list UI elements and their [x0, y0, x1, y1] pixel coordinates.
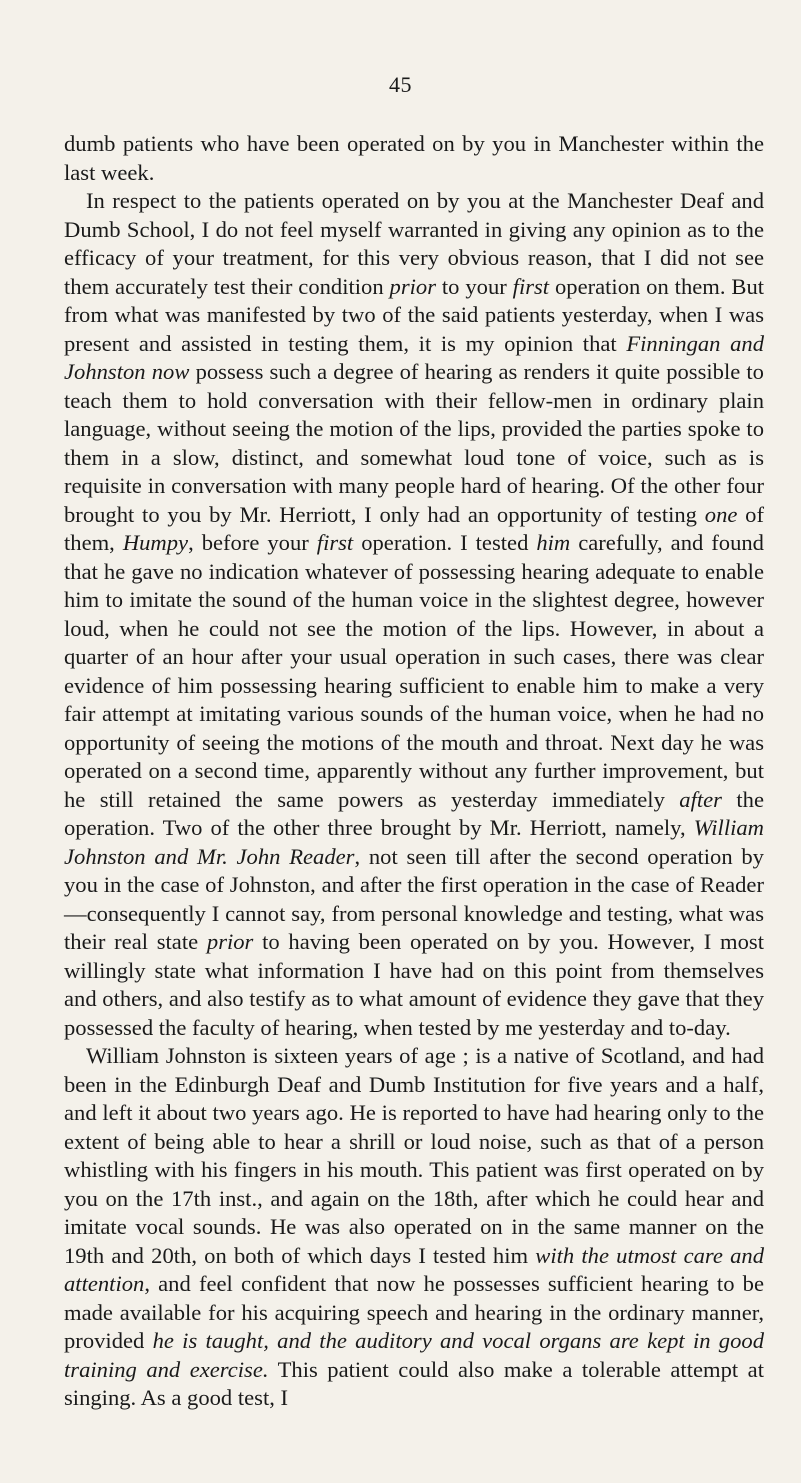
emphasized-text: he is taught, and the auditory and vocal organs are kept in good training and exercise.: [64, 1328, 764, 1382]
text-segment: William Johnston is sixteen years of age ; is a native of Scotland, and had been in the Edinburgh Deaf and Dumb Institution for five years and a half, and left it about two years ago. He is reported to have had hearing only to the extent of being able to hear a shrill or loud noise, such as that of a person whistling with his fingers in his mouth. This patient was first operated on by you on the 17th inst., and again on the 18th, after which he could hear and imitate vocal sounds. He was also operated on in the same manner on the 19th and 20th, on both of which days I tested him: [64, 1043, 764, 1268]
text-segment: to your: [436, 273, 513, 299]
text-segment: of them,: [64, 501, 764, 555]
emphasized-text: him: [536, 530, 571, 555]
paragraph: [64, 187, 764, 1042]
emphasized-text: Humpy: [122, 530, 189, 555]
emphasized-text: prior: [389, 273, 437, 299]
text-segment: This patient could also make a tolerable attempt at singing. As a good test, I: [64, 1356, 764, 1410]
emphasized-text: William Johnston and Mr. John Reader: [64, 815, 764, 869]
text-segment: In respect to the patients operated on by you at the Manchester Deaf and Dumb School, I do not feel myself warranted in giving any opinion as to the efficacy of your treatment, for this very obvious reason, that I did not see them accurately test their condition: [64, 188, 764, 299]
emphasized-text: with the utmost care and attention: [64, 1242, 764, 1296]
text-segment: carefully, and found that he gave no indication whatever of possessing hearing adequate to enable him to imitate the sound of the human voice in the slightest degree, however loud, when he could not see the motion of the lips. However, in about a quarter of an hour after your usual operation in such cases, there was clear evidence of him possessing hearing sufficient to enable him to make a very fair attempt at imitating various sounds of the human voice, when he had no opportunity of seeing the motions of the mouth and throat. Next day he was operated on a second time, apparently without any further improvement, but he still retained the same powers as yesterday immediately: [64, 530, 764, 812]
emphasized-text: first: [512, 273, 550, 299]
emphasized-text: one: [704, 501, 738, 527]
paragraph: [64, 1042, 764, 1413]
emphasized-text: prior: [206, 929, 254, 954]
text-segment: to having been operated on by you. However, I most willingly state what information I have had on this point from themselves and others, and also testify as to what amount of evidence they gave that they possessed the faculty of hearing, when tested by me yesterday and to-day.: [64, 929, 764, 1040]
text-segment: dumb patients who have been operated on by you in Manchester within the last week.: [64, 131, 764, 185]
emphasized-text: first: [316, 530, 354, 555]
text-segment: possess such a degree of hearing as renders it quite possible to teach them to hold conversation with their fellow-men in ordinary plain language, without seeing the motion of the lips, provided the parties spoke to them in a slow, distinct, and somewhat loud tone of voice, such as is requisite in conversation with many people hard of hearing. Of the other four brought to you by Mr. Herriott, I only had an opportunity of testing: [64, 359, 764, 527]
text-segment: , not seen till after the second operation by you in the case of Johnston, and after the first operation in the case of Reader—consequently I cannot say, from personal knowledge and testing, what was their real state: [64, 843, 764, 954]
emphasized-text: Finningan and Johnston now: [64, 330, 765, 384]
text-segment: , before your: [188, 530, 317, 555]
text-segment: operation. I tested: [353, 530, 537, 555]
page-number: 45: [389, 72, 412, 97]
text-segment: operation on them. But from what was manifested by two of the said patients yesterday, when I was present and assisted in testing them, it is my opinion that: [64, 273, 765, 356]
emphasized-text: after: [679, 786, 722, 812]
text-segment: , and feel confident that now he possesses sufficient hearing to be made available for his acquiring speech and hearing in the ordinary manner, provided: [64, 1271, 764, 1353]
body-text: [64, 130, 764, 1413]
paragraph: [64, 130, 764, 187]
text-segment: the operation. Two of the other three brought by Mr. Herriott, namely,: [64, 786, 764, 840]
